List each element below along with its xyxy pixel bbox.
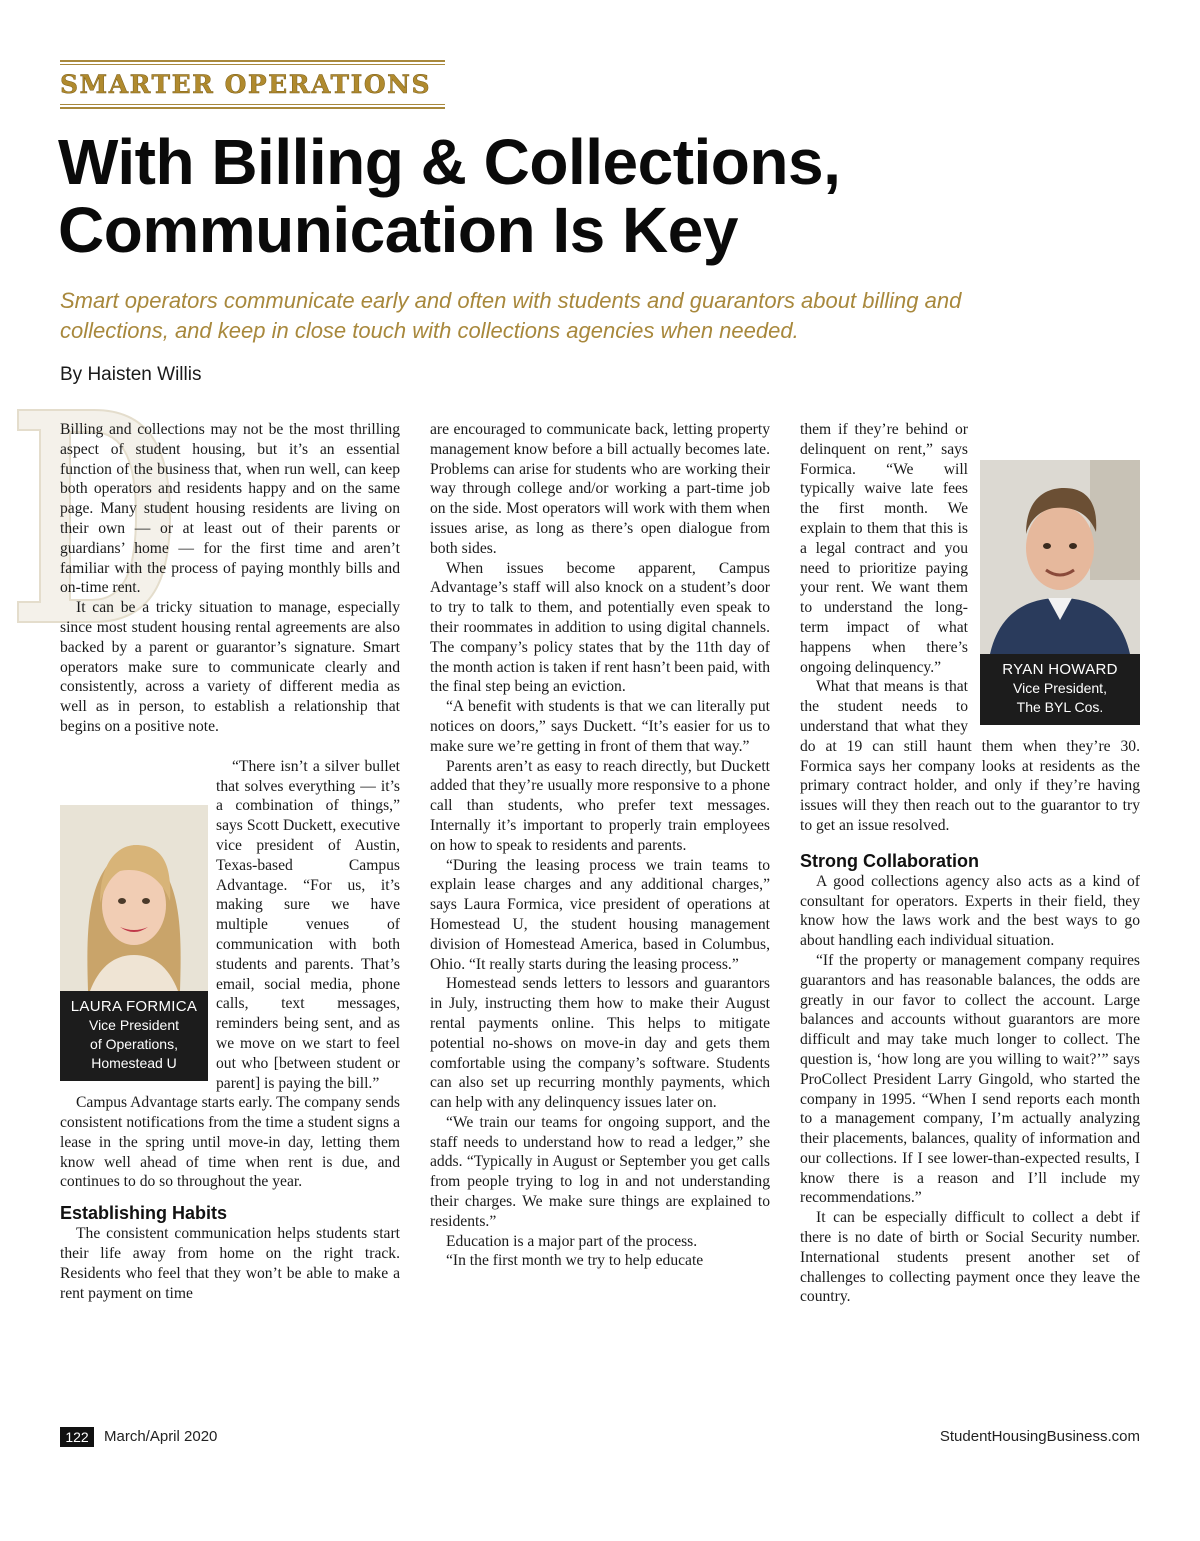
section-rule-bottom [60, 104, 445, 109]
deck [60, 286, 1140, 346]
deck-line-1: Smart operators communicate early and often with students and guarantors about billing and [60, 288, 962, 313]
body-paragraph: Education is a major part of the process. [446, 1232, 698, 1250]
issue-date: March/April 2020 [104, 1428, 218, 1445]
body-paragraph: “If the property or management company requires guarantors and has reasonable balances, the odds are greatly in our favor to collect the account. Large balances and accounts without guarantors are more difficult and may take much longer to collect. The question is, ‘how long are you willing to wait?’” says ProCollect President Larry Gingold, who started the company in 1995. “When I send reports each month to a management company, I’m actually analyzing their placements, balances, quality of information and our collections. If I see lower-than-expected results, I know there is a reason and I’ll include my recommendations.” [800, 951, 1140, 1207]
deck-line-2: collections, and keep in close touch with collections agencies when needed. [60, 318, 799, 343]
caption-name: LAURA FORMICA [70, 997, 198, 1015]
body-paragraph: “In the first month we try to help educate [446, 1252, 704, 1270]
photo-caption [980, 654, 1140, 725]
caption-title-line: Vice President [88, 1016, 179, 1033]
website-link[interactable]: StudentHousingBusiness.com [939, 1428, 1140, 1445]
body-paragraph: When issues become apparent, Campus Advantage’s staff will also knock on a student’s door to try to talk to them, and potentially even speak to their roommates in addition to using digital channels. The company’s policy states that by the 11th day of the month action is taken if rent hasn’t been paid, with the final step being an eviction. [430, 559, 770, 696]
photo-laura-formica [60, 805, 208, 1081]
photo-caption [60, 991, 208, 1081]
headline [58, 128, 1158, 264]
headline-line-2: Communication Is Key [58, 194, 738, 266]
body-paragraph: are encouraged to communicate back, letting property management know before a bill actually becomes late. Problems can arise for students who are working their way through college and/or working a part-time job on the side. Most operators will work with them when issues arise, as long as there’s open dialogue from both sides. [430, 421, 770, 557]
portrait-icon [60, 805, 208, 991]
caption-title-line: Homestead U [91, 1054, 177, 1071]
page-number: 122 [60, 1427, 94, 1447]
body-paragraph: “There isn’t a silver bullet that solves everything — it’s a combination of things,” says Scott Duckett, executive vice president of Austin, Texas-based Campus Advantage. “For us, it’s making sure we have multiple venues of communication with both students and parents. That’s email, social media, phone calls, text messages, reminders being sent, and as we move on we start to feel out who [between student or parent] is paying the bill.” [216, 757, 400, 1092]
body-paragraph: A good collections agency also acts as a kind of consultant for operators. Experts in their field, they know how the laws work and the best ways to go about handling each individual situation. [800, 872, 1140, 950]
portrait-ryan-howard [980, 460, 1140, 654]
section-label: SMARTER OPERATIONS [60, 70, 432, 99]
body-paragraph: Parents aren’t as easy to reach directly, but Duckett added that they’re usually more responsive to a phone call than students, who prefer text messages. Internally it’s important to properly train employees on how to speak to residents and parents. [430, 757, 770, 854]
body-paragraph: Billing and collections may not be the most thrilling aspect of student housing, but it’s an essential function of the business that, when run well, can keep both operators and residents happy and on the same page. Many student housing residents are living on their own — or at least out of their parents or guardians’ home — for the first time and aren’t familiar with the process of paying monthly bills and on-time rent. [60, 421, 400, 597]
body-paragraph: The consistent communication helps students start their life away from home on the right track. Residents who feel that they won’t be able to make a rent payment on time [60, 1225, 400, 1302]
body-paragraph: What that means is that the student needs to understand that what they do at 19 can still haunt them when they’re 30. Formica says her company looks at residents as the primary contract holder, and only if they’re having issues will they then reach out to the guarantor to try to get an issue resolved. [800, 678, 1140, 834]
body-paragraph: Homestead sends letters to lessors and guarantors in July, instructing them how to make their August rental payments online. This helps to mitigate potential no-shows on move-in day and gets them comfortable using the company’s software. Students can also set up recurring monthly payments, which can help with any delinquency issues later on. [430, 975, 770, 1112]
body-paragraph: Campus Advantage starts early. The company sends consistent notifications from the time a student signs a lease in the spring until move-in day, letting them know well ahead of time when rent is due, and continues to do so throughout the year. [60, 1094, 400, 1191]
body-paragraph: It can be a tricky situation to manage, especially since most student housing rental agreements are also backed by a parent or guarantor’s signature. Smart operators make sure to communicate clearly and consistently, across a variety of different media as well as in person, to establish a relationship that begins on a positive note. [60, 599, 400, 735]
article-column-1 [60, 420, 400, 1303]
caption-title-line: The BYL Cos. [1016, 699, 1104, 715]
headline-line-1: With Billing & Collections, [58, 126, 841, 198]
body-paragraph: “A benefit with students is that we can literally put notices on doors,” says Duckett. “It’s easier for us to make sure we’re getting in front of them that way.” [430, 698, 770, 755]
photo-ryan-howard [980, 460, 1140, 725]
portrait-laura-formica [60, 805, 208, 991]
caption-name: RYAN HOWARD [1002, 661, 1118, 678]
article-column-2 [430, 420, 770, 1271]
body-paragraph: “During the leasing process we train teams to explain lease charges and any additional charges,” says Laura Formica, vice president of operations at Homestead U, the student housing management division of Homestead America, based in Columbus, Ohio. “It really starts during the leasing process.” [430, 856, 770, 973]
portrait-icon [980, 460, 1140, 654]
byline: By Haisten Willis [60, 364, 202, 385]
caption-title-line: Vice President, [1013, 680, 1107, 696]
section-rule-top [60, 60, 445, 65]
body-paragraph: “We train our teams for ongoing support, and the staff needs to understand how to read a ledger,” she adds. “Typically in August or September you get calls from people trying to log in and not understanding their charges. We make sure things are explained to residents.” [430, 1113, 770, 1230]
caption-title-line: of Operations, [90, 1035, 178, 1052]
subhead-strong-collaboration: Strong Collaboration [800, 850, 979, 871]
subhead-establishing-habits: Establishing Habits [60, 1203, 228, 1224]
body-paragraph: them if they’re behind or delinquent on rent,” says Formica. “We will typically waive late fees the first month. We explain to them that this is a legal contract and you need to prioritize paying your rent. We want them to understand the long-term impact of what happens when there’s ongoing delinquency.” [800, 421, 968, 676]
body-paragraph: It can be especially difficult to collect a debt if there is no date of birth or Social Security number. International students present another set of challenges to collecting payment once they leave the country. [800, 1209, 1140, 1306]
article-column-3 [800, 420, 1140, 1307]
